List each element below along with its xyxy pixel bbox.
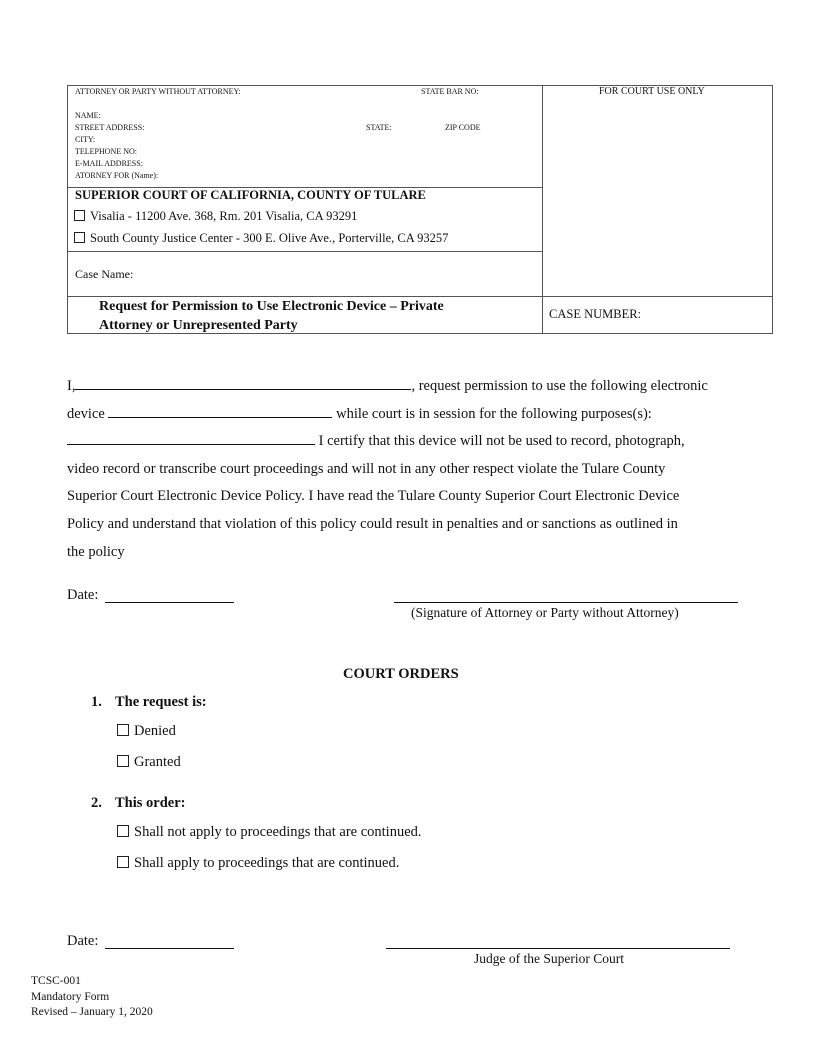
form-title-line-2: Attorney or Unrepresented Party	[99, 318, 298, 333]
request-line-1-suffix: , request permission to use the following electronic	[411, 378, 708, 394]
option-granted-row	[117, 754, 181, 771]
request-date-line[interactable]	[105, 602, 234, 603]
attorney-for-label: ATORNEY FOR (Name):	[75, 171, 159, 180]
granted-checkbox[interactable]	[117, 755, 129, 767]
form-type: Mandatory Form	[31, 990, 110, 1003]
request-line-1-prefix: I,	[67, 378, 76, 394]
order-item-1-title: The request is:	[115, 694, 207, 710]
signature-caption: (Signature of Attorney or Party without Attorney)	[411, 605, 679, 620]
caption-divider-2	[67, 251, 543, 252]
form-footer	[31, 974, 153, 1021]
option-denied-row	[117, 723, 176, 740]
request-line-3-suffix: I certify that this device will not be used to record, photograph,	[318, 433, 685, 450]
request-paragraph	[67, 373, 757, 566]
request-date-label: Date:	[67, 587, 99, 603]
form-revised: Revised – January 1, 2020	[31, 1006, 153, 1018]
option-granted-label: Granted	[134, 754, 181, 770]
order-item-1	[91, 694, 207, 711]
option-not-apply-row	[117, 824, 422, 841]
request-line-3	[67, 428, 757, 456]
form-title	[99, 297, 444, 335]
apply-checkbox[interactable]	[117, 856, 129, 868]
judge-caption: Judge of the Superior Court	[474, 951, 624, 966]
case-number-label: CASE NUMBER:	[549, 307, 642, 321]
court-name: SUPERIOR COURT OF CALIFORNIA, COUNTY OF TULARE	[75, 188, 426, 202]
request-line-2-suffix: while court is in session for the following purposes(s):	[336, 405, 652, 422]
requester-name-blank[interactable]	[75, 375, 411, 390]
order-item-2	[91, 795, 185, 812]
option-apply-row	[117, 855, 399, 872]
city-label: CITY:	[75, 135, 96, 144]
email-label: E-MAIL ADDRESS:	[75, 159, 143, 168]
judge-signature-line[interactable]	[386, 948, 730, 949]
request-line-2	[67, 401, 757, 429]
order-item-2-title: This order:	[115, 795, 186, 811]
option-apply-label: Shall apply to proceedings that are continued.	[134, 855, 400, 871]
location-south-row	[74, 231, 448, 246]
street-label: STREET ADDRESS:	[75, 123, 145, 132]
court-orders-heading: COURT ORDERS	[343, 666, 459, 682]
location-visalia-row	[74, 209, 357, 224]
zip-label: ZIP CODE	[445, 123, 481, 132]
phone-label: TELEPHONE NO:	[75, 147, 137, 156]
location-south-label: South County Justice Center - 300 E. Olive Ave., Porterville, CA 93257	[90, 231, 449, 245]
attorney-label: ATTORNEY OR PARTY WITHOUT ATTORNEY:	[75, 87, 241, 96]
order-date-line[interactable]	[105, 948, 234, 949]
option-not-apply-label: Shall not apply to proceedings that are continued.	[134, 824, 422, 840]
request-line-1	[67, 373, 757, 401]
order-item-1-number: 1.	[91, 694, 102, 710]
option-denied-label: Denied	[134, 723, 176, 739]
form-id: TCSC-001	[31, 975, 81, 987]
request-line-5: Superior Court Electronic Device Policy. I have read the Tulare County Superior Court Electronic Device	[67, 488, 680, 505]
form-title-line-1: Request for Permission to Use Electronic Device – Private	[99, 299, 444, 314]
request-line-6: Policy and understand that violation of this policy could result in penalties and or sanctions as outlined in	[67, 515, 678, 532]
order-item-2-number: 2.	[91, 795, 102, 811]
purposes-blank[interactable]	[67, 430, 315, 445]
request-line-7: the policy	[67, 543, 125, 560]
device-blank[interactable]	[108, 403, 332, 418]
not-apply-checkbox[interactable]	[117, 825, 129, 837]
request-line-4: video record or transcribe court proceedings and will not in any other respect violate the Tulare County	[67, 460, 666, 477]
court-use-label: FOR COURT USE ONLY	[599, 86, 705, 97]
case-name-label: Case Name:	[75, 267, 134, 281]
state-label: STATE:	[366, 123, 392, 132]
visalia-checkbox[interactable]	[74, 210, 85, 221]
denied-checkbox[interactable]	[117, 724, 129, 736]
location-visalia-label: Visalia - 11200 Ave. 368, Rm. 201 Visalia, CA 93291	[90, 209, 358, 223]
request-line-2-prefix: device	[67, 405, 105, 422]
name-label: NAME:	[75, 111, 101, 120]
requester-signature-line[interactable]	[394, 602, 738, 603]
order-date-label: Date:	[67, 933, 99, 949]
state-bar-label: STATE BAR NO:	[421, 87, 479, 96]
south-county-checkbox[interactable]	[74, 232, 85, 243]
